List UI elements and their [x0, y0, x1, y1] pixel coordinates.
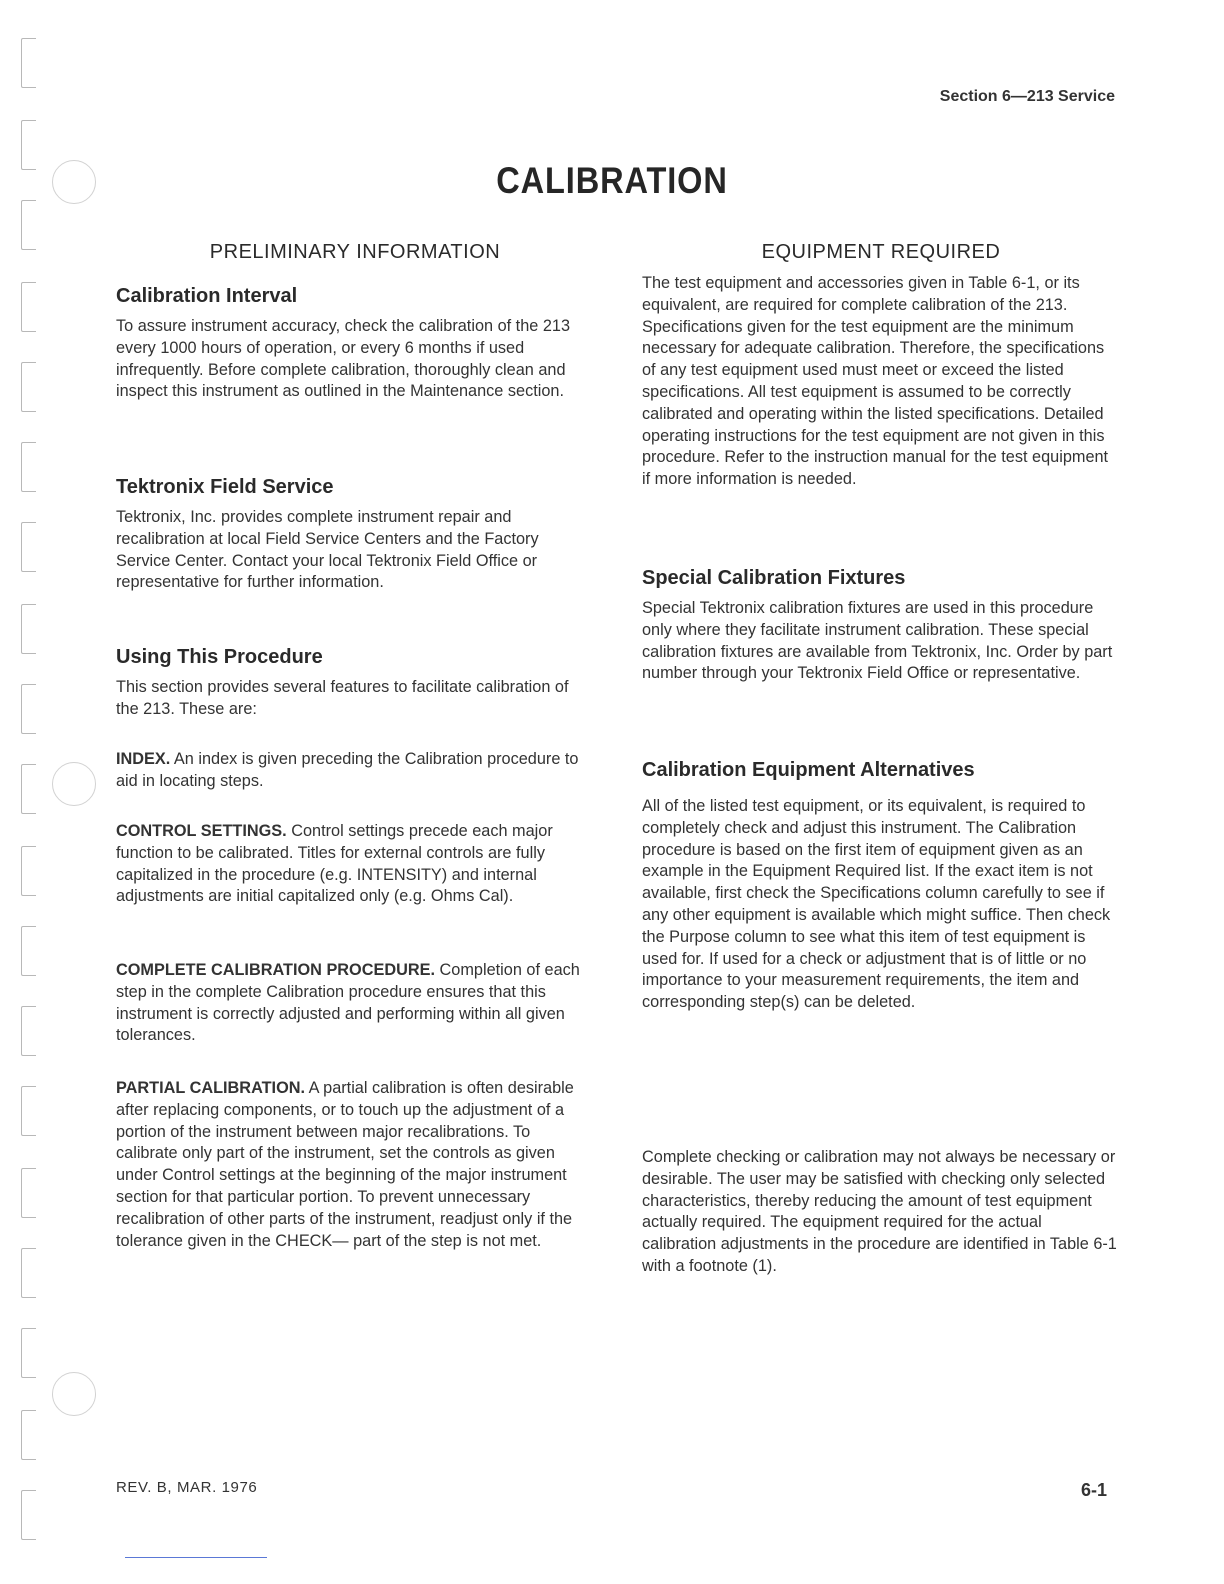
using-procedure-heading: Using This Procedure	[116, 646, 323, 668]
binder-tab	[21, 604, 36, 654]
binder-tab	[21, 926, 36, 976]
revision-date: REV. B, MAR. 1976	[116, 1479, 258, 1496]
binder-tab	[21, 522, 36, 572]
control-settings-lead: CONTROL SETTINGS.	[116, 822, 287, 840]
calibration-interval-heading: Calibration Interval	[116, 285, 298, 307]
partial-calibration-text: A partial calibration is often desirable after replacing components, or to touch up the adjustment of a portion of the instrument between major recalibrations. To calibrate only part of the instrument, set the controls as given under Control settings at the beginning of the major instrument section for that particular portion. To prevent unnecessary recalibration of other parts of the instrument, readjust only if the tolerance given in the CHECK— part of the step is not met.	[116, 1079, 574, 1250]
complete-calibration-paragraph	[116, 960, 594, 1047]
page-title: CALIBRATION	[496, 160, 728, 201]
binder-tab	[21, 1248, 36, 1298]
control-settings-text: Control settings precede each major function to be calibrated. Titles for external controls are fully capitalized in the procedure (e.g. INTENSITY) and internal adjustments are initial capitalized only (e.g. Ohms Cal).	[116, 822, 553, 906]
control-settings-paragraph	[116, 821, 594, 908]
binder-tab	[21, 442, 36, 492]
special-fixtures-text: Special Tektronix calibration fixtures are used in this procedure only where they facilitate instrument calibration. These special calibration fixtures are available from Tektronix, Inc. Order by part number through your Tektronix Field Office or representative.	[642, 599, 1113, 683]
binder-tab	[21, 1086, 36, 1136]
page-number: 6-1	[1080, 1480, 1107, 1500]
binder-tab	[21, 38, 36, 88]
binder-tab	[21, 1410, 36, 1460]
binder-tab	[21, 684, 36, 734]
special-fixtures-heading: Special Calibration Fixtures	[642, 567, 906, 589]
binder-tab	[21, 200, 36, 250]
section-header: Section 6—213 Service	[939, 88, 1115, 105]
binder-tab	[21, 1490, 36, 1540]
binder-tab	[21, 120, 36, 170]
index-paragraph	[116, 749, 594, 793]
calibration-interval-text: To assure instrument accuracy, check the calibration of the 213 every 1000 hours of operation, or every 6 months if used infrequently. Before complete calibration, thoroughly clean and inspect this instrument as outlined in the Maintenance section.	[116, 317, 570, 401]
equipment-required-heading: EQUIPMENT REQUIRED	[761, 241, 1001, 263]
partial-calibration-paragraph	[116, 1078, 594, 1252]
punch-hole	[52, 762, 96, 806]
partial-calibration-lead: PARTIAL CALIBRATION.	[116, 1079, 306, 1097]
complete-calibration-lead: COMPLETE CALIBRATION PROCEDURE.	[116, 961, 435, 979]
field-service-heading: Tektronix Field Service	[116, 476, 334, 498]
using-procedure-text: This section provides several features to facilitate calibration of the 213. These are:	[116, 678, 569, 718]
index-text: An index is given preceding the Calibration procedure to aid in locating steps.	[116, 750, 579, 790]
left-column	[116, 0, 594, 1400]
binder-tab	[21, 362, 36, 412]
preliminary-information-heading: PRELIMINARY INFORMATION	[209, 241, 501, 263]
scan-artifact-line	[125, 1557, 267, 1558]
binder-tab	[21, 764, 36, 814]
binder-tab	[21, 1006, 36, 1056]
equipment-alternatives-text-2: Complete checking or calibration may not always be necessary or desirable. The user may be satisfied with checking only selected characteristics, thereby reducing the amount of test equipment actually required. The equipment required for the actual calibration adjustments in the procedure are identified in Table 6-1 with a footnote (1).	[642, 1148, 1117, 1275]
index-lead: INDEX.	[116, 750, 171, 768]
complete-calibration-text: Completion of each step in the complete Calibration procedure ensures that this instrument is correctly adjusted and performing within all given tolerances.	[116, 961, 580, 1045]
field-service-text: Tektronix, Inc. provides complete instrument repair and recalibration at local Field Service Centers and the Factory Service Center. Contact your local Tektronix Field Office or representative for further information.	[116, 508, 539, 592]
binder-tab	[21, 282, 36, 332]
equipment-alternatives-text: All of the listed test equipment, or its equivalent, is required to completely check and adjust this instrument. The Calibration procedure is based on the first item of equipment given as an example in the Equipment Required list. If the exact item is not available, first check the Specifications column carefully to see if any other equipment is available which might suffice. Then check the Purpose column to see what this item of test equipment is used for. If used for a check or adjustment that is of little or no importance to your measurement requirements, the item and corresponding step(s) can be deleted.	[642, 797, 1111, 1012]
right-column	[642, 0, 1120, 1400]
equipment-required-text: The test equipment and accessories given in Table 6-1, or its equivalent, are required for complete calibration of the 213. Specifications given for the test equipment are the minimum necessary for adequate calibration. Therefore, the specifications of any test equipment used must meet or exceed the listed specifications. All test equipment is assumed to be correctly calibrated and operating within the listed specifications. Detailed operating instructions for the test equipment are not given in this procedure. Refer to the instruction manual for the test equipment if more information is needed.	[642, 274, 1109, 489]
binder-tab	[21, 1168, 36, 1218]
equipment-alternatives-heading: Calibration Equipment Alternatives	[642, 759, 975, 781]
binder-tab	[21, 846, 36, 896]
binder-tab	[21, 1328, 36, 1378]
punch-hole	[52, 1372, 96, 1416]
